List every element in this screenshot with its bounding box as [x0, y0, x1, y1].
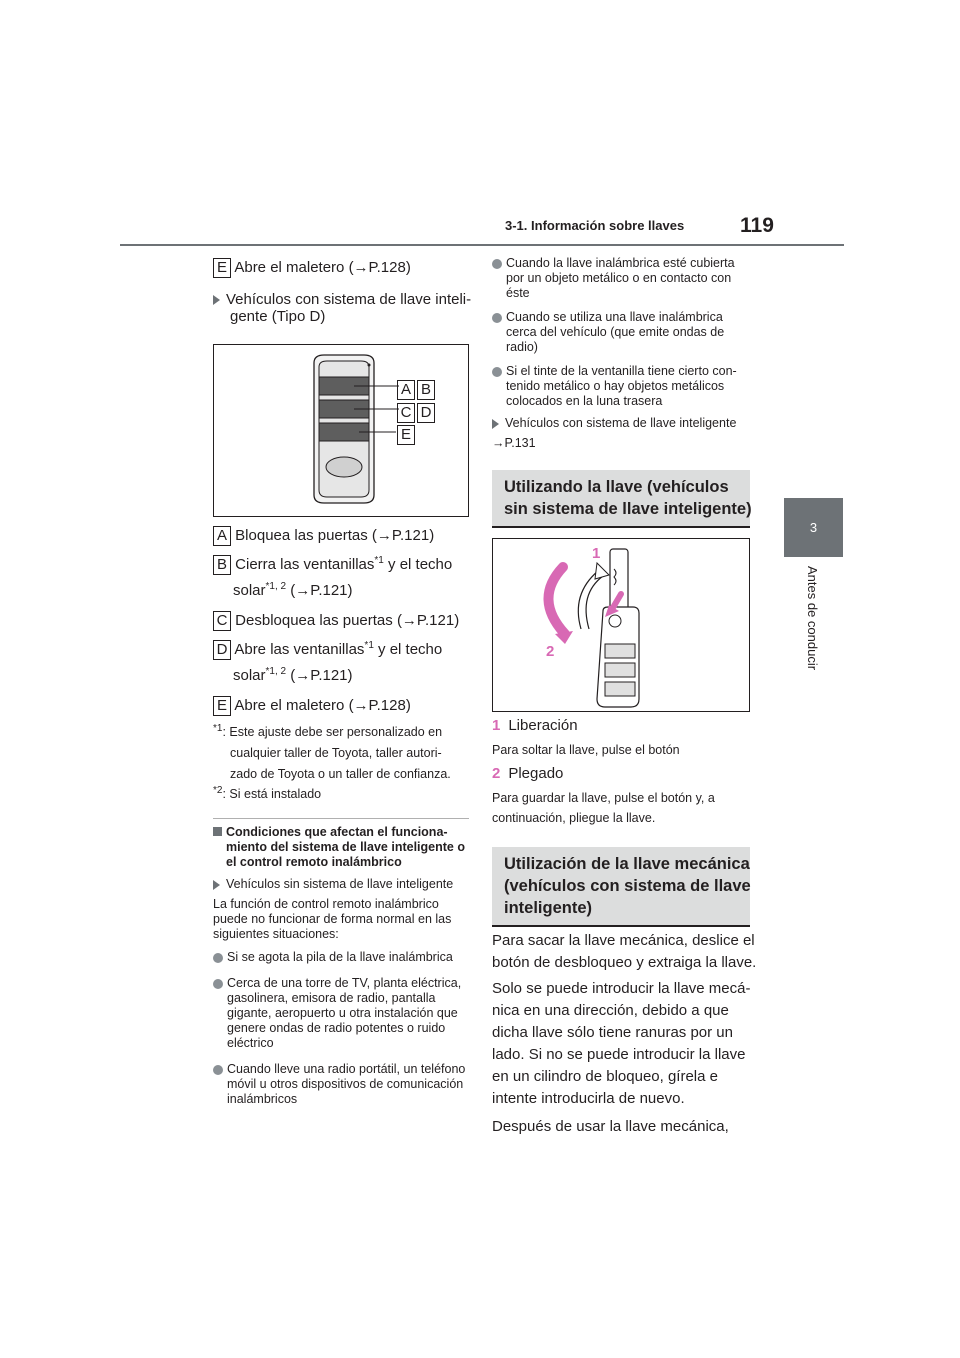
dot-bullet-icon [213, 953, 223, 963]
paragraph-2: Solo se puede introducir la llave mecá- nica en una dirección, debido a que dicha llave sólo tiene ranuras por un lado. Si no se puede introducir la llave en un cilindro de bloqueo, gírela e intente introducirla de nuevo. [492, 980, 751, 1107]
item-d-line2: solar$^{*1, 2}$ (→P.121) [233, 666, 353, 684]
conditions-title: Condiciones que afectan el funciona- miento del sistema de llave inteligente o el control remoto inalámbrico [213, 825, 473, 870]
section-llave-mecanica: Utilización de la llave mecánica (vehículos con sistema de llave inteligente) [492, 847, 750, 927]
left-bullet-2: Cerca de una torre de TV, planta eléctrica, gasolinera, emisora de radio, pantalla gigante, aeropuerto u otra instalación que genere ondas de radio potentes o ruido eléctrico [213, 976, 473, 1051]
fig-label-e: E [397, 425, 415, 445]
label-e-box: E [213, 258, 231, 278]
step-1-text: Para soltar la llave, pulse el botón [492, 743, 680, 757]
step-2-text: Para guardar la llave, pulse el botón y, a continuación, pliegue la llave. [492, 791, 715, 825]
conditions-intro: La función de control remoto inalámbrico puede no funcionar de forma normal en las siguientes situaciones: [213, 897, 452, 941]
header-rule [120, 244, 844, 246]
left-bullet-1: Si se agota la pila de la llave inalámbrica [213, 950, 453, 965]
fig-label-b: B [417, 380, 435, 400]
item-c: C Desbloquea las puertas (→P.121) [213, 611, 459, 631]
smart-key-figure [213, 344, 469, 517]
fig2-label-2: 2 [546, 643, 555, 660]
folding-key-figure [492, 538, 750, 712]
chapter-title: Antes de conducir [805, 566, 820, 671]
conditions-sub: Vehículos sin sistema de llave inteligente [213, 877, 453, 892]
subhead-line1: Vehículos con sistema de llave inteli- [213, 291, 471, 308]
smart-ref: →P.131 [492, 436, 536, 450]
item-e-top [213, 258, 411, 278]
step-2: 2 Plegado [492, 765, 564, 782]
dot-bullet-icon [213, 1065, 223, 1075]
triangle-bullet-icon [213, 295, 220, 305]
triangle-bullet-icon [213, 880, 220, 890]
footnote-1: $^{*1}$: Este ajuste debe ser personalizado en cualquier taller de Toyota, taller autori- zado de Toyota o un taller de confianza. [213, 723, 451, 782]
right-bullet-2: Cuando se utiliza una llave inalámbrica cerca del vehículo (que emite ondas de radio) [492, 310, 757, 355]
item-a: A Bloquea las puertas (→P.121) [213, 526, 434, 546]
dot-bullet-icon [492, 259, 502, 269]
square-bullet-icon [213, 827, 222, 836]
chapter-tab: 3 [784, 498, 843, 557]
folding-key-illustration [493, 539, 749, 711]
fig-label-a: A [397, 380, 415, 400]
page-number: 119 [740, 214, 774, 237]
section-header: 3-1. Información sobre llaves [505, 218, 685, 233]
right-bullet-3: Si el tinte de la ventanilla tiene cierto con- tenido metálico o hay objetos metálicos colocados en la luna trasera [492, 364, 757, 409]
item-b-line2: solar$^{*1, 2}$ (→P.121) [233, 581, 353, 599]
smart-key-illustration [214, 345, 468, 516]
right-bullet-1: Cuando la llave inalámbrica esté cubierta por un objeto metálico o en contacto con éste [492, 256, 757, 301]
fig-label-c: C [397, 403, 415, 423]
subhead-line2: gente (Tipo D) [230, 308, 326, 325]
smart-sub: Vehículos con sistema de llave inteligente [492, 416, 736, 431]
item-e: E Abre el maletero (→P.128) [213, 696, 411, 716]
paragraph-3: Después de usar la llave mecánica, [492, 1118, 729, 1135]
divider [213, 818, 469, 819]
item-d: D Abre las ventanillas$^{*1}$ y el techo [213, 640, 442, 660]
fig2-label-1: 1 [592, 545, 601, 562]
step-1: 1 Liberación [492, 717, 578, 734]
item-b: B Cierra las ventanillas$^{*1}$ y el techo [213, 555, 452, 575]
footnote-2: $^{*2}$: Si está instalado [213, 785, 322, 802]
dot-bullet-icon [213, 979, 223, 989]
fig-label-d: D [417, 403, 435, 423]
triangle-bullet-icon [492, 419, 499, 429]
paragraph-1: Para sacar la llave mecánica, deslice el botón de desbloqueo y extraiga la llave. [492, 932, 757, 971]
section-utilizando-llave: Utilizando la llave (vehículos sin sistema de llave inteligente) [492, 470, 750, 528]
left-bullet-3: Cuando lleve una radio portátil, un teléfono móvil u otros dispositivos de comunicación inalámbricos [213, 1062, 473, 1107]
item-e-top-text: Abre el maletero (→P.128) [234, 259, 411, 276]
dot-bullet-icon [492, 313, 502, 323]
dot-bullet-icon [492, 367, 502, 377]
